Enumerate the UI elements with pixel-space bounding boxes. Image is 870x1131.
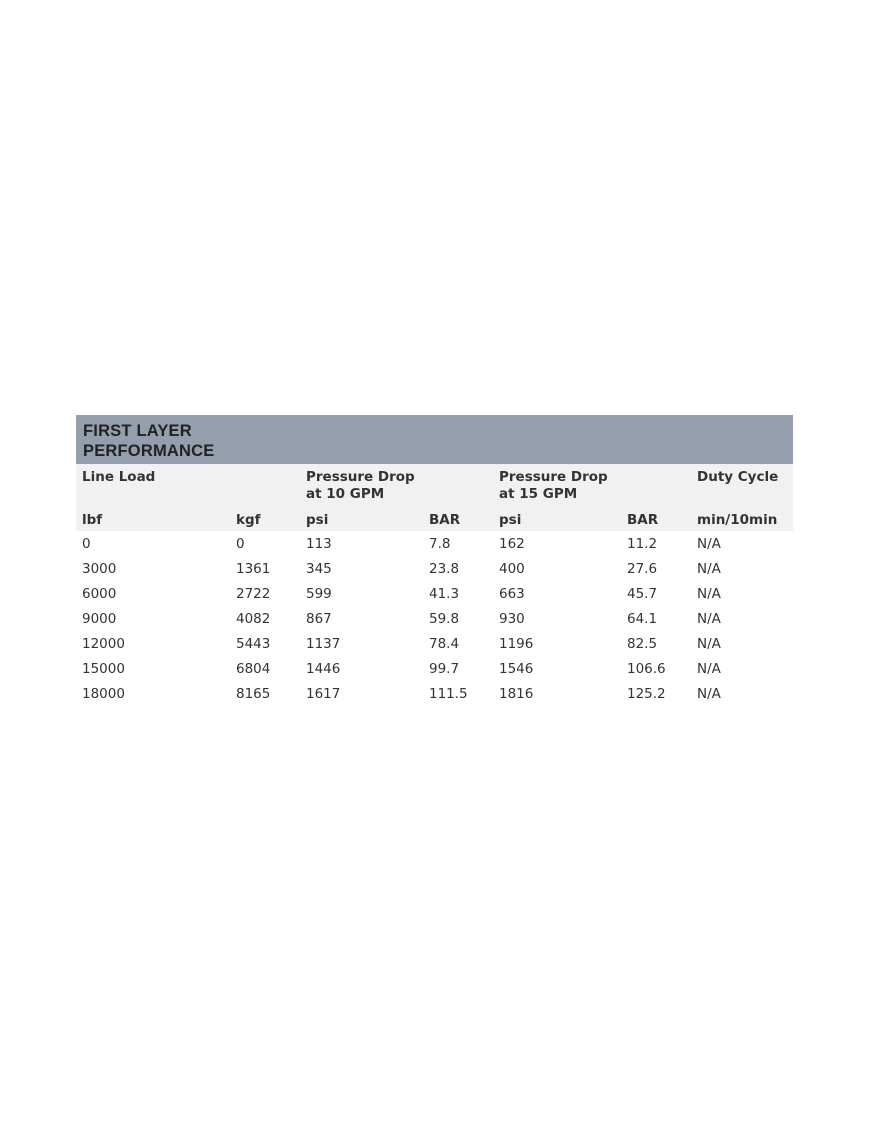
cell-kgf: 6804 [236,661,271,677]
cell-duty-cycle: N/A [697,661,721,677]
cell-lbf: 0 [82,536,91,552]
cell-bar-15gpm: 82.5 [627,636,658,652]
cell-duty-cycle: N/A [697,686,721,702]
cell-kgf: 8165 [236,686,271,702]
cell-lbf: 6000 [82,586,117,602]
table-row [76,631,793,656]
cell-psi-15gpm: 930 [499,611,525,627]
cell-psi-15gpm: 400 [499,561,525,577]
table-title-line-1: FIRST LAYER [83,422,192,440]
cell-bar-15gpm: 27.6 [627,561,658,577]
cell-bar-10gpm: 41.3 [429,586,460,602]
cell-psi-15gpm: 1546 [499,661,534,677]
cell-psi-10gpm: 599 [306,586,332,602]
units-header-row [76,508,793,531]
group-header-row [76,464,793,508]
cell-bar-10gpm: 23.8 [429,561,460,577]
table-row [76,581,793,606]
unit-lbf: lbf [82,512,103,528]
cell-bar-15gpm: 106.6 [627,661,666,677]
header-line-load: Line Load [82,469,156,485]
table-row [76,606,793,631]
cell-psi-10gpm: 867 [306,611,332,627]
table-row [76,531,793,556]
cell-psi-10gpm: 1137 [306,636,341,652]
cell-psi-10gpm: 1446 [306,661,341,677]
cell-psi-10gpm: 113 [306,536,332,552]
cell-kgf: 5443 [236,636,271,652]
unit-psi-10gpm: psi [306,512,329,528]
cell-duty-cycle: N/A [697,586,721,602]
header-pd10-line-2: at 10 GPM [306,486,385,502]
cell-bar-15gpm: 125.2 [627,686,666,702]
cell-bar-10gpm: 7.8 [429,536,451,552]
cell-bar-15gpm: 11.2 [627,536,658,552]
cell-duty-cycle: N/A [697,636,721,652]
table-body [76,531,793,706]
cell-duty-cycle: N/A [697,611,721,627]
unit-psi-15gpm: psi [499,512,522,528]
cell-psi-15gpm: 663 [499,586,525,602]
cell-psi-15gpm: 1816 [499,686,534,702]
unit-kgf: kgf [236,512,261,528]
table-row [76,681,793,706]
cell-kgf: 2722 [236,586,271,602]
cell-lbf: 3000 [82,561,117,577]
header-pd10-line-1: Pressure Drop [306,469,415,485]
cell-psi-10gpm: 345 [306,561,332,577]
cell-lbf: 12000 [82,636,125,652]
unit-bar-15gpm: BAR [627,512,659,528]
table-title-bar [76,415,793,464]
unit-duty-cycle: min/10min [697,512,778,528]
cell-lbf: 18000 [82,686,125,702]
header-pd15-line-1: Pressure Drop [499,469,608,485]
header-duty-cycle: Duty Cycle [697,469,779,485]
cell-bar-15gpm: 64.1 [627,611,658,627]
table-row [76,656,793,681]
cell-bar-10gpm: 111.5 [429,686,468,702]
cell-lbf: 9000 [82,611,117,627]
cell-kgf: 0 [236,536,245,552]
performance-table [76,415,793,706]
header-pd15-line-2: at 15 GPM [499,486,578,502]
cell-duty-cycle: N/A [697,561,721,577]
cell-bar-15gpm: 45.7 [627,586,658,602]
unit-bar-10gpm: BAR [429,512,461,528]
cell-psi-10gpm: 1617 [306,686,341,702]
table-title-line-2: PERFORMANCE [83,442,215,460]
table-row [76,556,793,581]
cell-kgf: 4082 [236,611,271,627]
cell-bar-10gpm: 99.7 [429,661,460,677]
cell-bar-10gpm: 78.4 [429,636,460,652]
cell-psi-15gpm: 162 [499,536,525,552]
header-pressure-drop-10gpm [306,469,415,503]
cell-duty-cycle: N/A [697,536,721,552]
cell-kgf: 1361 [236,561,271,577]
header-pressure-drop-15gpm [499,469,608,503]
cell-psi-15gpm: 1196 [499,636,534,652]
cell-lbf: 15000 [82,661,125,677]
cell-bar-10gpm: 59.8 [429,611,460,627]
